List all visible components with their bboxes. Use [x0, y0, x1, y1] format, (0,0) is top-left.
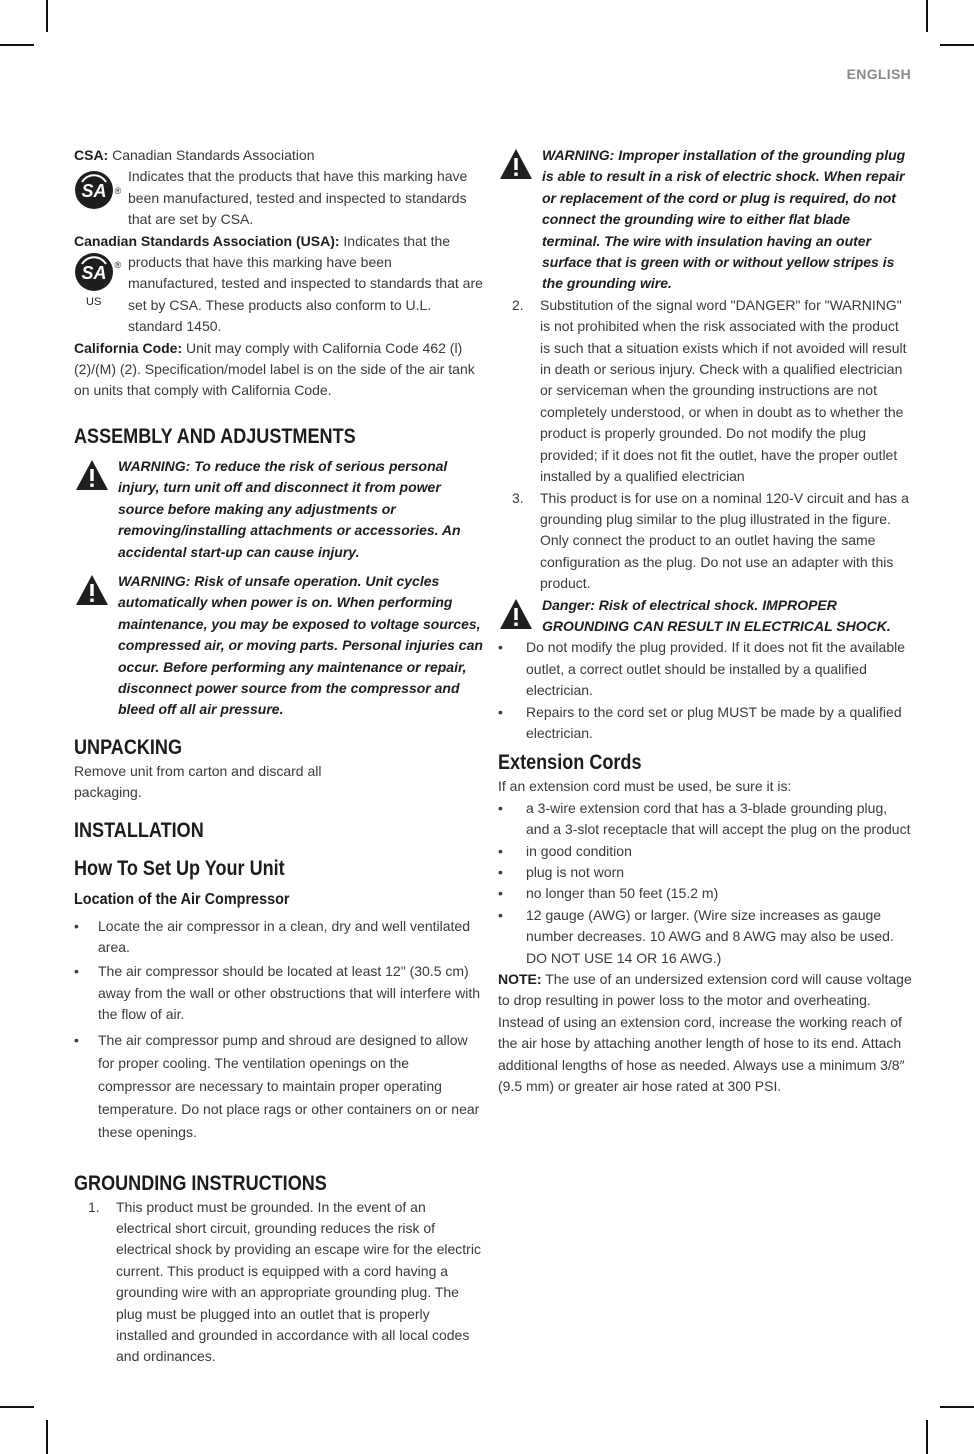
csa-us-logo — [74, 252, 128, 338]
danger-text: Danger: Risk of electrical shock. IMPROPER GROUNDING CAN RESULT IN ELECTRICAL SHOCK. — [542, 596, 891, 634]
list-item: • plug is not worn — [498, 862, 912, 883]
list-item: • Do not modify the plug provided. If it does not fit the available outlet, a correct outlet should be installed by a qualified electrician. — [498, 637, 912, 701]
svg-text:SA: SA — [81, 263, 107, 284]
list-item: • a 3-wire extension cord that has a 3-blade grounding plug, and a 3-slot receptacle that will accept the plug on the product — [498, 798, 912, 841]
item-text: This product is for use on a nominal 120-V circuit and has a grounding plug similar to the plug illustrated in the figure. Only connect the product to an outlet having the same configuration as the plug. Do not use an adapter with this product. — [540, 489, 909, 592]
note-label: NOTE: — [498, 971, 542, 988]
unpacking-body: Remove unit from carton and discard all packaging. — [74, 762, 322, 801]
california-label: California Code: — [74, 339, 183, 356]
extension-title: Extension Cords — [498, 751, 642, 775]
danger-list — [498, 637, 912, 744]
csa-usa-label: Canadian Standards Association (USA): — [74, 232, 340, 249]
danger-notice — [498, 595, 912, 638]
csa-us-caption: US — [86, 296, 102, 309]
california-line — [74, 338, 484, 402]
california-body: Unit may comply with California Code 462 (l) (2)/(M) (2). Specification/model label is on the side of the air tank on units that comply with California Code. — [74, 339, 475, 399]
csa-label: CSA: — [74, 147, 109, 163]
list-item: • Repairs to the cord set or plug MUST be made by a qualified electrician. — [498, 702, 912, 745]
assembly-title: ASSEMBLY AND ADJUSTMENTS — [74, 424, 356, 448]
extension-list — [498, 798, 912, 969]
extension-intro: If an extension cord must be used, be sure it is: — [498, 778, 792, 795]
crop-mark — [940, 44, 974, 46]
crop-mark — [940, 1406, 974, 1408]
item-number: 3. — [512, 489, 524, 506]
install-warning — [498, 145, 912, 295]
warning-icon — [74, 571, 118, 721]
csa-cert — [74, 166, 484, 230]
installation-title: INSTALLATION — [74, 818, 204, 842]
crop-mark — [926, 0, 928, 32]
left-column — [74, 145, 484, 1368]
grounding-list-continued — [498, 295, 912, 595]
grounding-title: GROUNDING INSTRUCTIONS — [74, 1171, 327, 1195]
csa-line — [74, 145, 484, 166]
unpacking-title: UNPACKING — [74, 735, 183, 759]
csa-logo — [74, 166, 128, 230]
install-warning-text: WARNING: Improper installation of the grounding plug is able to result in a risk of electric shock. When repair or replacement of the cord or plug is required, do not connect the grounding wire to either flat blade terminal. The wire with insulation having an outer surface that is green with or without yellow stripes is the grounding wire. — [542, 147, 906, 292]
location-list — [74, 916, 484, 1145]
assembly-warning-2-text: WARNING: Risk of unsafe operation. Unit cycles automatically when power is on. When performing maintenance, you may be exposed to voltage sources, compressed air, or moving parts. Personal injuries can occur. Before performing any maintenance or repair, disconnect power source from the compressor and bleed off all air pressure. — [118, 572, 483, 718]
list-item: • no longer than 50 feet (15.2 m) — [498, 883, 912, 904]
list-item: • 12 gauge (AWG) or larger. (Wire size increases as gauge number decreases. 10 AWG and 8 AWG may also be used. DO NOT USE 14 OR 16 AWG.) — [498, 905, 912, 969]
list-item: • The air compressor should be located at least 12" (30.5 cm) away from the wall or other obstructions that will interfere with the flow of air. — [74, 961, 484, 1025]
assembly-warning-1 — [74, 456, 484, 563]
assembly-warning-1-text: WARNING: To reduce the risk of serious personal injury, turn unit off and disconnect it from power source before making any adjustments or removing/installing attachments or accessories. An accidental start-up can cause injury. — [118, 457, 461, 560]
list-item: • in good condition — [498, 841, 912, 862]
danger-icon — [498, 595, 542, 638]
setup-subtitle: How To Set Up Your Unit — [74, 856, 285, 880]
svg-text:SA: SA — [81, 181, 107, 202]
csa-body: Indicates that the products that have this marking have been manufactured, tested and inspected to standards that are set by CSA. — [128, 168, 468, 228]
csa-usa-body: products that have this marking have been manufactured, tested and inspected to standards that are set by CSA. These products also conform to U.L. standard 1450. — [128, 254, 483, 335]
item-text: This product must be grounded. In the event of an electrical short circuit, grounding reduces the risk of electrical shock by providing an escape wire for the electric current. This product is equipped with a cord having a grounding wire with an appropriate grounding plug. The plug must be plugged into an outlet that is properly installed and grounded in accordance with all local codes and ordinances. — [116, 1198, 481, 1365]
warning-icon — [498, 145, 542, 295]
svg-text:®: ® — [114, 186, 122, 197]
item-number: 2. — [512, 296, 524, 313]
crop-mark — [926, 1420, 928, 1454]
list-item — [498, 488, 912, 595]
svg-text:®: ® — [114, 260, 122, 271]
list-item — [498, 295, 912, 488]
list-item — [74, 1197, 484, 1368]
grounding-list — [74, 1197, 484, 1368]
csa-mark-icon — [74, 170, 122, 212]
item-number: 1. — [88, 1198, 100, 1215]
csa-usa-line — [74, 231, 484, 252]
crop-mark — [0, 1406, 34, 1408]
list-item: • The air compressor pump and shroud are designed to allow for proper cooling. The ventilation openings on the compressor are necessary to maintain proper operating temperature. Do not place rags or other containers on or near these openings. — [74, 1029, 484, 1145]
list-item: • Locate the air compressor in a clean, dry and well ventilated area. — [74, 916, 484, 959]
right-column — [498, 145, 912, 1097]
warning-icon — [74, 456, 118, 563]
csa-usa-intro: Indicates that the — [339, 232, 451, 249]
assembly-warning-2 — [74, 571, 484, 721]
csa-usa-cert — [74, 252, 484, 338]
note-text: The use of an undersized extension cord will cause voltage to drop resulting in power loss to the motor and overheating. Instead of using an extension cord, increase the working reach of the air hose by attaching another length of hose to its end. Attach additional lengths of hose as needed. Always use a minimum 3/8″ (9.5 mm) or greater air hose rated at 300 PSI. — [498, 971, 912, 1095]
extension-note — [498, 969, 912, 1097]
crop-mark — [46, 1420, 48, 1454]
crop-mark — [46, 0, 48, 32]
crop-mark — [0, 44, 34, 46]
item-text: Substitution of the signal word "DANGER" for "WARNING" is not prohibited when the risk associated with the product is such that a situation exists which if not avoided will result in death or serious injury. Check with a qualified electrician or serviceman when the grounding instructions are not completely understood, or when in doubt as to whether the product is properly grounded. Do not modify the plug provided; if it does not fit the outlet, have the proper outlet installed by a qualified electrician — [540, 296, 907, 485]
language-label: ENGLISH — [846, 66, 911, 82]
csa-name: Canadian Standards Association — [108, 147, 315, 163]
location-title: Location of the Air Compressor — [74, 890, 290, 908]
